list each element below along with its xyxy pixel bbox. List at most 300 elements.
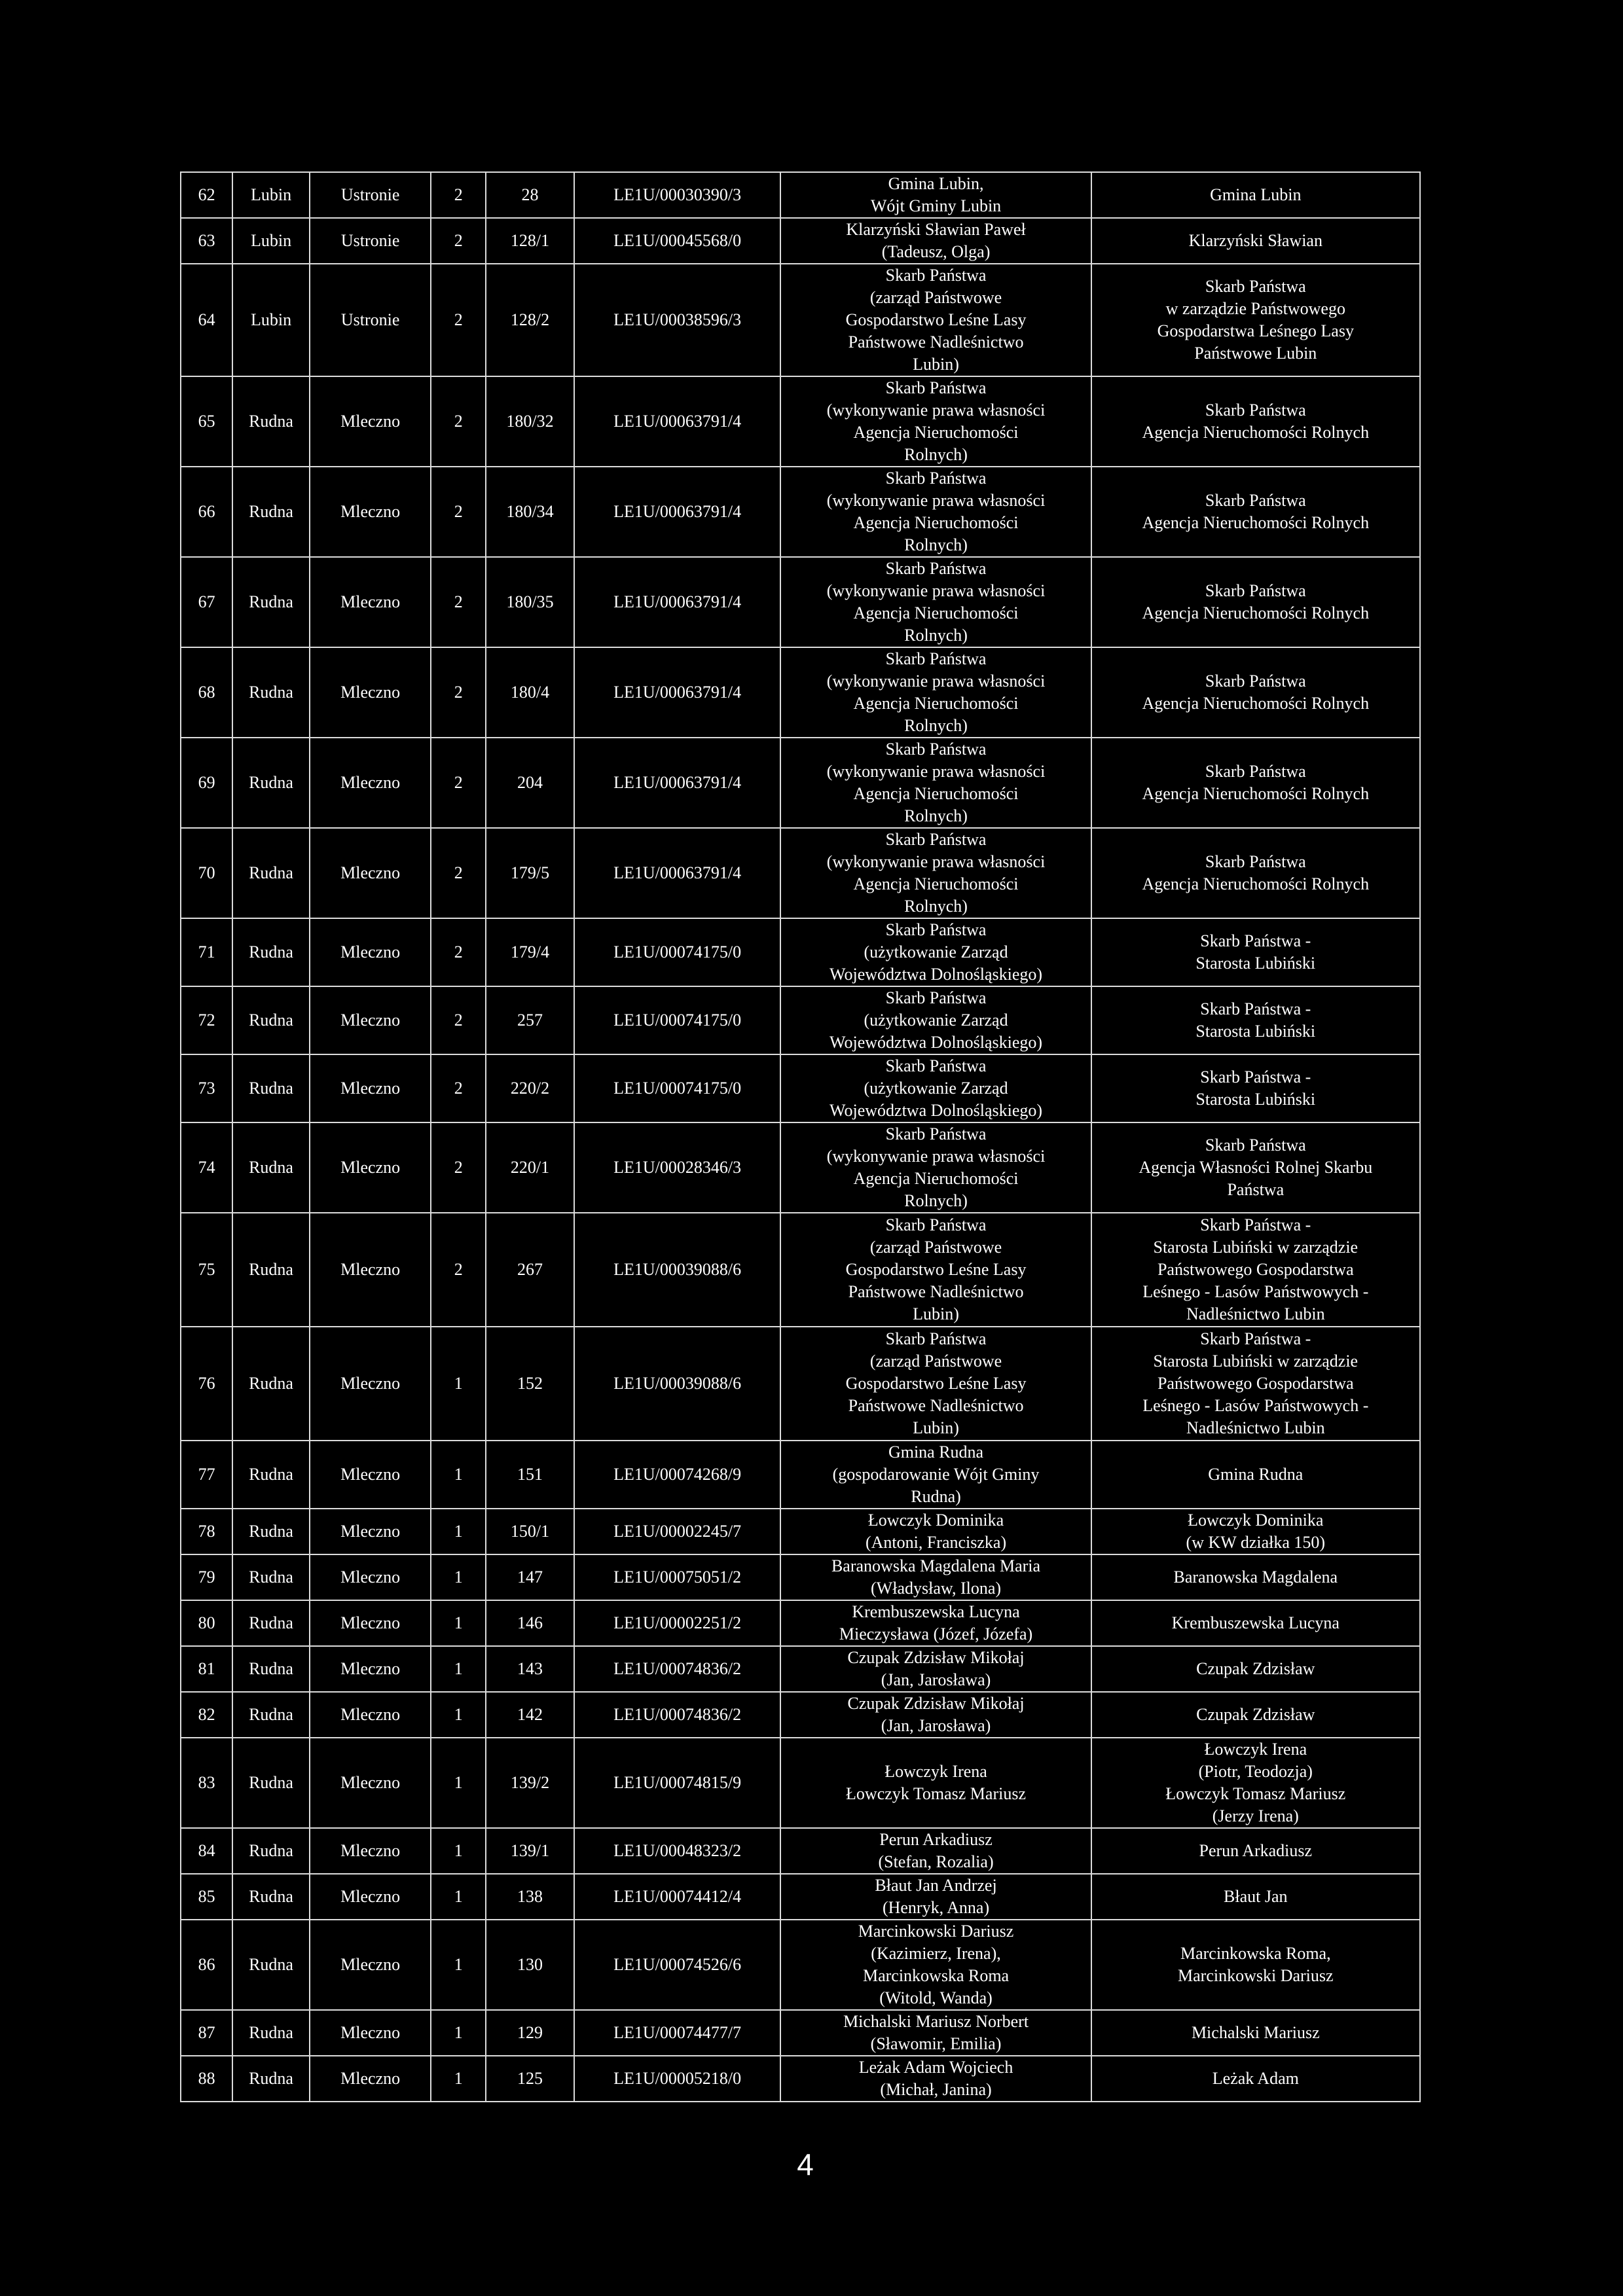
arkusz-cell: 2: [431, 647, 486, 738]
cell-line: Leżak Adam Wojciech: [858, 2058, 1013, 2077]
cell-line: (Władysław, Ilona): [871, 1579, 1002, 1598]
table-row: [181, 1738, 1420, 1828]
kw-cell: LE1U/00048323/2: [574, 1828, 781, 1874]
gmina-cell: Rudna: [232, 918, 310, 986]
cell-line: Państwowe Lubin: [1194, 344, 1317, 363]
obreb-cell: Mleczno: [310, 1441, 431, 1509]
cell-line: Skarb Państwa -: [1200, 1067, 1311, 1086]
lp-cell: 70: [181, 828, 232, 918]
cell-line: (Antoni, Franciszka): [865, 1533, 1007, 1552]
cell-line: Agencja Własności Rolnej Skarbu: [1139, 1158, 1373, 1177]
cell-line: Skarb Państwa: [885, 1329, 987, 1348]
cell-line: Klarzyński Sławian: [1188, 231, 1322, 250]
table-row: [181, 1692, 1420, 1738]
cell-line: Łowczyk Irena: [1204, 1740, 1307, 1759]
arkusz-cell: 1: [431, 1920, 486, 2010]
cell-line: Agencja Nieruchomości Rolnych: [1142, 784, 1370, 803]
cell-line: Krembuszewska Lucyna: [1171, 1613, 1340, 1632]
cell-line: Wójt Gminy Lubin: [870, 196, 1002, 215]
arkusz-cell: 1: [431, 1874, 486, 1920]
cell-line: (zarząd Państwowe: [869, 288, 1002, 307]
cell-line: Lubin): [913, 355, 959, 374]
owner-cell: [780, 1692, 1091, 1738]
owner-cell: [780, 1874, 1091, 1920]
current-owner-cell: [1091, 2056, 1420, 2102]
current-owner-cell: [1091, 1738, 1420, 1828]
cell-line: Agencja Nieruchomości: [853, 603, 1019, 622]
owner-cell: [780, 1054, 1091, 1122]
obreb-cell: Mleczno: [310, 1600, 431, 1646]
cell-line: (wykonywanie prawa własności: [826, 491, 1046, 510]
table-row: [181, 1213, 1420, 1327]
gmina-cell: Rudna: [232, 647, 310, 738]
cell-line: Skarb Państwa: [885, 830, 987, 849]
gmina-cell: Rudna: [232, 828, 310, 918]
dzialka-cell: 220/1: [486, 1122, 574, 1213]
cell-line: Perun Arkadiusz: [879, 1830, 993, 1849]
obreb-cell: Mleczno: [310, 1554, 431, 1600]
cell-line: Gmina Rudna: [1208, 1465, 1304, 1484]
dzialka-cell: 128/2: [486, 264, 574, 376]
gmina-cell: Rudna: [232, 738, 310, 828]
cell-line: Gospodarstwo Leśne Lasy: [845, 1374, 1027, 1393]
cell-line: Skarb Państwa: [885, 559, 987, 578]
arkusz-cell: 1: [431, 1554, 486, 1600]
gmina-cell: Rudna: [232, 1213, 310, 1327]
current-owner-cell: [1091, 1692, 1420, 1738]
cell-line: (wykonywanie prawa własności: [826, 852, 1046, 871]
cell-line: Agencja Nieruchomości Rolnych: [1142, 694, 1370, 713]
table-row: [181, 918, 1420, 986]
cell-line: Państwowego Gospodarstwa: [1157, 1374, 1354, 1393]
dzialka-cell: 179/5: [486, 828, 574, 918]
cell-line: Agencja Nieruchomości: [853, 513, 1019, 532]
current-owner-cell: [1091, 918, 1420, 986]
cell-line: Starosta Lubiński: [1195, 1090, 1316, 1109]
arkusz-cell: 1: [431, 1441, 486, 1509]
owner-cell: [780, 467, 1091, 557]
obreb-cell: Mleczno: [310, 1874, 431, 1920]
cell-line: Skarb Państwa: [1205, 491, 1306, 510]
arkusz-cell: 1: [431, 1600, 486, 1646]
gmina-cell: Rudna: [232, 1054, 310, 1122]
lp-cell: 86: [181, 1920, 232, 2010]
kw-cell: LE1U/00063791/4: [574, 376, 781, 467]
current-owner-cell: [1091, 986, 1420, 1054]
cell-line: Agencja Nieruchomości: [853, 694, 1019, 713]
lp-cell: 77: [181, 1441, 232, 1509]
cell-line: (użytkowanie Zarząd: [864, 942, 1008, 961]
table-row: [181, 2056, 1420, 2102]
cell-line: Rolnych): [904, 535, 968, 554]
gmina-cell: Rudna: [232, 1920, 310, 2010]
gmina-cell: Rudna: [232, 2056, 310, 2102]
cell-line: Łowczyk Tomasz Mariusz: [846, 1784, 1027, 1803]
table-row: [181, 1509, 1420, 1554]
cell-line: (Jerzy Irena): [1212, 1806, 1299, 1825]
current-owner-cell: [1091, 738, 1420, 828]
gmina-cell: Rudna: [232, 986, 310, 1054]
obreb-cell: Mleczno: [310, 1920, 431, 2010]
gmina-cell: Rudna: [232, 1828, 310, 1874]
arkusz-cell: 2: [431, 986, 486, 1054]
dzialka-cell: 220/2: [486, 1054, 574, 1122]
dzialka-cell: 139/1: [486, 1828, 574, 1874]
dzialka-cell: 125: [486, 2056, 574, 2102]
cell-line: Skarb Państwa -: [1200, 931, 1311, 950]
cell-line: Państwa: [1227, 1180, 1285, 1199]
owner-cell: [780, 647, 1091, 738]
arkusz-cell: 1: [431, 1692, 486, 1738]
gmina-cell: Rudna: [232, 557, 310, 647]
cell-line: Rolnych): [904, 716, 968, 735]
cell-line: Skarb Państwa: [885, 266, 987, 285]
current-owner-cell: [1091, 218, 1420, 264]
gmina-cell: Rudna: [232, 1122, 310, 1213]
gmina-cell: Rudna: [232, 376, 310, 467]
arkusz-cell: 1: [431, 1327, 486, 1441]
lp-cell: 74: [181, 1122, 232, 1213]
owner-cell: [780, 1327, 1091, 1441]
cell-line: Rolnych): [904, 806, 968, 825]
cell-line: Starosta Lubiński w zarządzie: [1153, 1238, 1359, 1257]
lp-cell: 69: [181, 738, 232, 828]
cell-line: Gospodarstwo Leśne Lasy: [845, 1260, 1027, 1279]
lp-cell: 85: [181, 1874, 232, 1920]
kw-cell: LE1U/00039088/6: [574, 1327, 781, 1441]
cell-line: Rolnych): [904, 1191, 968, 1210]
cell-line: Leśnego - Lasów Państwowych -: [1142, 1282, 1369, 1301]
owner-cell: [780, 986, 1091, 1054]
obreb-cell: Mleczno: [310, 2010, 431, 2056]
dzialka-cell: 267: [486, 1213, 574, 1327]
lp-cell: 66: [181, 467, 232, 557]
arkusz-cell: 1: [431, 2056, 486, 2102]
kw-cell: LE1U/00074175/0: [574, 986, 781, 1054]
lp-cell: 76: [181, 1327, 232, 1441]
kw-cell: LE1U/00074268/9: [574, 1441, 781, 1509]
kw-cell: LE1U/00045568/0: [574, 218, 781, 264]
arkusz-cell: 1: [431, 1509, 486, 1554]
cell-line: Nadleśnictwo Lubin: [1186, 1418, 1325, 1437]
arkusz-cell: 2: [431, 918, 486, 986]
table-row: [181, 376, 1420, 467]
cell-line: Skarb Państwa: [885, 1056, 987, 1075]
current-owner-cell: [1091, 2010, 1420, 2056]
cell-line: (Jan, Jarosława): [881, 1670, 991, 1689]
arkusz-cell: 2: [431, 376, 486, 467]
parcel-register-body: [181, 172, 1420, 2102]
obreb-cell: Mleczno: [310, 1738, 431, 1828]
current-owner-cell: [1091, 828, 1420, 918]
cell-line: Skarb Państwa: [885, 649, 987, 668]
arkusz-cell: 2: [431, 738, 486, 828]
obreb-cell: Mleczno: [310, 557, 431, 647]
owner-cell: [780, 218, 1091, 264]
gmina-cell: Rudna: [232, 467, 310, 557]
cell-line: Skarb Państwa: [885, 920, 987, 939]
cell-line: Agencja Nieruchomości Rolnych: [1142, 874, 1370, 893]
table-row: [181, 1646, 1420, 1692]
cell-line: Perun Arkadiusz: [1199, 1841, 1313, 1860]
dzialka-cell: 130: [486, 1920, 574, 2010]
cell-line: (Sławomir, Emilia): [870, 2034, 1002, 2053]
cell-line: Starosta Lubiński w zarządzie: [1153, 1352, 1359, 1371]
cell-line: Marcinkowska Roma: [862, 1966, 1010, 1985]
arkusz-cell: 1: [431, 1828, 486, 1874]
current-owner-cell: [1091, 1600, 1420, 1646]
table-row: [181, 1327, 1420, 1441]
obreb-cell: Mleczno: [310, 918, 431, 986]
dzialka-cell: 180/4: [486, 647, 574, 738]
kw-cell: LE1U/00074175/0: [574, 918, 781, 986]
current-owner-cell: [1091, 1920, 1420, 2010]
cell-line: Województwa Dolnośląskiego): [830, 1101, 1043, 1120]
lp-cell: 68: [181, 647, 232, 738]
kw-cell: LE1U/00075051/2: [574, 1554, 781, 1600]
current-owner-cell: [1091, 647, 1420, 738]
owner-cell: [780, 1600, 1091, 1646]
lp-cell: 67: [181, 557, 232, 647]
cell-line: (wykonywanie prawa własności: [826, 581, 1046, 600]
cell-line: Państwowe Nadleśnictwo: [848, 1282, 1024, 1301]
obreb-cell: Mleczno: [310, 1692, 431, 1738]
gmina-cell: Rudna: [232, 1874, 310, 1920]
cell-line: Michalski Mariusz: [1191, 2023, 1320, 2042]
cell-line: Skarb Państwa: [1205, 401, 1306, 420]
gmina-cell: Rudna: [232, 1327, 310, 1441]
current-owner-cell: [1091, 264, 1420, 376]
kw-cell: LE1U/00039088/6: [574, 1213, 781, 1327]
cell-line: Agencja Nieruchomości: [853, 423, 1019, 442]
cell-line: (zarząd Państwowe: [869, 1352, 1002, 1371]
dzialka-cell: 151: [486, 1441, 574, 1509]
cell-line: Gmina Rudna: [888, 1443, 984, 1462]
table-row: [181, 1054, 1420, 1122]
dzialka-cell: 139/2: [486, 1738, 574, 1828]
kw-cell: LE1U/00074836/2: [574, 1646, 781, 1692]
lp-cell: 63: [181, 218, 232, 264]
gmina-cell: Lubin: [232, 264, 310, 376]
lp-cell: 87: [181, 2010, 232, 2056]
table-row: [181, 986, 1420, 1054]
cell-line: (Kazimierz, Irena),: [871, 1944, 1001, 1963]
kw-cell: LE1U/00005218/0: [574, 2056, 781, 2102]
owner-cell: [780, 1646, 1091, 1692]
arkusz-cell: 1: [431, 1646, 486, 1692]
cell-line: Gmina Lubin: [1210, 185, 1302, 204]
cell-line: Skarb Państwa: [885, 740, 987, 759]
cell-line: (Piotr, Teodozja): [1198, 1762, 1313, 1781]
current-owner-cell: [1091, 1213, 1420, 1327]
lp-cell: 82: [181, 1692, 232, 1738]
cell-line: Błaut Jan Andrzej: [875, 1876, 997, 1895]
obreb-cell: Mleczno: [310, 2056, 431, 2102]
current-owner-cell: [1091, 557, 1420, 647]
cell-line: Gospodarstwo Leśne Lasy: [845, 310, 1027, 329]
cell-line: (użytkowanie Zarząd: [864, 1011, 1008, 1030]
owner-cell: [780, 738, 1091, 828]
obreb-cell: Ustronie: [310, 264, 431, 376]
dzialka-cell: 152: [486, 1327, 574, 1441]
obreb-cell: Mleczno: [310, 986, 431, 1054]
gmina-cell: Rudna: [232, 1600, 310, 1646]
lp-cell: 81: [181, 1646, 232, 1692]
kw-cell: LE1U/00063791/4: [574, 467, 781, 557]
cell-line: Klarzyński Sławian Paweł: [846, 220, 1026, 239]
cell-line: (użytkowanie Zarząd: [864, 1079, 1008, 1098]
obreb-cell: Mleczno: [310, 467, 431, 557]
cell-line: Skarb Państwa -: [1200, 999, 1311, 1018]
kw-cell: LE1U/00030390/3: [574, 172, 781, 218]
current-owner-cell: [1091, 376, 1420, 467]
cell-line: (zarząd Państwowe: [869, 1238, 1002, 1257]
kw-cell: LE1U/00074477/7: [574, 2010, 781, 2056]
cell-line: Łowczyk Dominika: [867, 1511, 1004, 1530]
owner-cell: [780, 1509, 1091, 1554]
cell-line: Leśnego - Lasów Państwowych -: [1142, 1396, 1369, 1415]
cell-line: Skarb Państwa: [885, 378, 987, 397]
lp-cell: 62: [181, 172, 232, 218]
arkusz-cell: 2: [431, 557, 486, 647]
arkusz-cell: 2: [431, 1054, 486, 1122]
cell-line: Leżak Adam: [1212, 2069, 1299, 2088]
kw-cell: LE1U/00038596/3: [574, 264, 781, 376]
table-row: [181, 1828, 1420, 1874]
table-row: [181, 1600, 1420, 1646]
table-row: [181, 1874, 1420, 1920]
cell-line: (wykonywanie prawa własności: [826, 672, 1046, 691]
cell-line: Agencja Nieruchomości Rolnych: [1142, 423, 1370, 442]
kw-cell: LE1U/00063791/4: [574, 738, 781, 828]
cell-line: Czupak Zdzisław: [1196, 1659, 1315, 1678]
cell-line: (Stefan, Rozalia): [878, 1852, 994, 1871]
lp-cell: 72: [181, 986, 232, 1054]
table-row: [181, 1122, 1420, 1213]
cell-line: Gospodarstwa Leśnego Lasy: [1157, 321, 1354, 340]
kw-cell: LE1U/00002245/7: [574, 1509, 781, 1554]
arkusz-cell: 1: [431, 2010, 486, 2056]
kw-cell: LE1U/00063791/4: [574, 557, 781, 647]
cell-line: Skarb Państwa: [1205, 581, 1306, 600]
lp-cell: 84: [181, 1828, 232, 1874]
current-owner-cell: [1091, 172, 1420, 218]
owner-cell: [780, 1122, 1091, 1213]
cell-line: Skarb Państwa: [885, 469, 987, 488]
cell-line: Marcinkowski Dariusz: [858, 1922, 1014, 1941]
cell-line: Skarb Państwa -: [1200, 1215, 1311, 1234]
obreb-cell: Mleczno: [310, 1054, 431, 1122]
dzialka-cell: 180/35: [486, 557, 574, 647]
current-owner-cell: [1091, 1441, 1420, 1509]
cell-line: Skarb Państwa: [1205, 277, 1306, 296]
cell-line: Starosta Lubiński: [1195, 954, 1316, 973]
gmina-cell: Rudna: [232, 1509, 310, 1554]
table-row: [181, 218, 1420, 264]
cell-line: (Michał, Janina): [880, 2080, 992, 2099]
cell-line: (gospodarowanie Wójt Gminy: [832, 1465, 1040, 1484]
cell-line: Skarb Państwa: [885, 988, 987, 1007]
owner-cell: [780, 1828, 1091, 1874]
arkusz-cell: 2: [431, 264, 486, 376]
arkusz-cell: 2: [431, 1213, 486, 1327]
cell-line: Agencja Nieruchomości Rolnych: [1142, 513, 1370, 532]
owner-cell: [780, 1554, 1091, 1600]
kw-cell: LE1U/00063791/4: [574, 828, 781, 918]
arkusz-cell: 2: [431, 218, 486, 264]
lp-cell: 75: [181, 1213, 232, 1327]
cell-line: Agencja Nieruchomości: [853, 874, 1019, 893]
obreb-cell: Mleczno: [310, 1828, 431, 1874]
table-row: [181, 264, 1420, 376]
cell-line: Skarb Państwa -: [1200, 1329, 1311, 1348]
cell-line: Województwa Dolnośląskiego): [830, 1033, 1043, 1052]
current-owner-cell: [1091, 1646, 1420, 1692]
kw-cell: LE1U/00074836/2: [574, 1692, 781, 1738]
cell-line: (wykonywanie prawa własności: [826, 762, 1046, 781]
cell-line: Krembuszewska Lucyna: [852, 1602, 1020, 1621]
cell-line: Skarb Państwa: [1205, 852, 1306, 871]
dzialka-cell: 143: [486, 1646, 574, 1692]
gmina-cell: Lubin: [232, 172, 310, 218]
gmina-cell: Rudna: [232, 2010, 310, 2056]
cell-line: Państwowe Nadleśnictwo: [848, 1396, 1024, 1415]
cell-line: Łowczyk Tomasz Mariusz: [1165, 1784, 1346, 1803]
arkusz-cell: 1: [431, 1738, 486, 1828]
owner-cell: [780, 1441, 1091, 1509]
obreb-cell: Ustronie: [310, 218, 431, 264]
owner-cell: [780, 1738, 1091, 1828]
lp-cell: 88: [181, 2056, 232, 2102]
obreb-cell: Mleczno: [310, 1213, 431, 1327]
obreb-cell: Mleczno: [310, 738, 431, 828]
lp-cell: 71: [181, 918, 232, 986]
current-owner-cell: [1091, 1054, 1420, 1122]
cell-line: Państwowego Gospodarstwa: [1157, 1260, 1354, 1279]
cell-line: Czupak Zdzisław Mikołaj: [847, 1648, 1025, 1667]
cell-line: Skarb Państwa: [885, 1215, 987, 1234]
kw-cell: LE1U/00028346/3: [574, 1122, 781, 1213]
table-row: [181, 1554, 1420, 1600]
table-row: [181, 467, 1420, 557]
cell-line: Lubin): [913, 1304, 959, 1323]
cell-line: (wykonywanie prawa własności: [826, 1147, 1046, 1166]
owner-cell: [780, 918, 1091, 986]
cell-line: (Jan, Jarosława): [881, 1716, 991, 1735]
current-owner-cell: [1091, 1828, 1420, 1874]
cell-line: Michalski Mariusz Norbert: [843, 2012, 1029, 2031]
lp-cell: 79: [181, 1554, 232, 1600]
cell-line: Rudna): [911, 1487, 961, 1506]
lp-cell: 80: [181, 1600, 232, 1646]
obreb-cell: Mleczno: [310, 1327, 431, 1441]
cell-line: Skarb Państwa: [1205, 762, 1306, 781]
lp-cell: 83: [181, 1738, 232, 1828]
cell-line: (Henryk, Anna): [882, 1898, 990, 1917]
cell-line: Mieczysława (Józef, Józefa): [839, 1624, 1033, 1643]
lp-cell: 78: [181, 1509, 232, 1554]
cell-line: Czupak Zdzisław: [1196, 1705, 1315, 1724]
cell-line: Skarb Państwa: [885, 1124, 987, 1143]
lp-cell: 64: [181, 264, 232, 376]
dzialka-cell: 180/34: [486, 467, 574, 557]
cell-line: Agencja Nieruchomości: [853, 784, 1019, 803]
table-row: [181, 738, 1420, 828]
dzialka-cell: 138: [486, 1874, 574, 1920]
cell-line: Gmina Lubin,: [888, 174, 984, 193]
owner-cell: [780, 1213, 1091, 1327]
cell-line: Czupak Zdzisław Mikołaj: [847, 1694, 1025, 1713]
